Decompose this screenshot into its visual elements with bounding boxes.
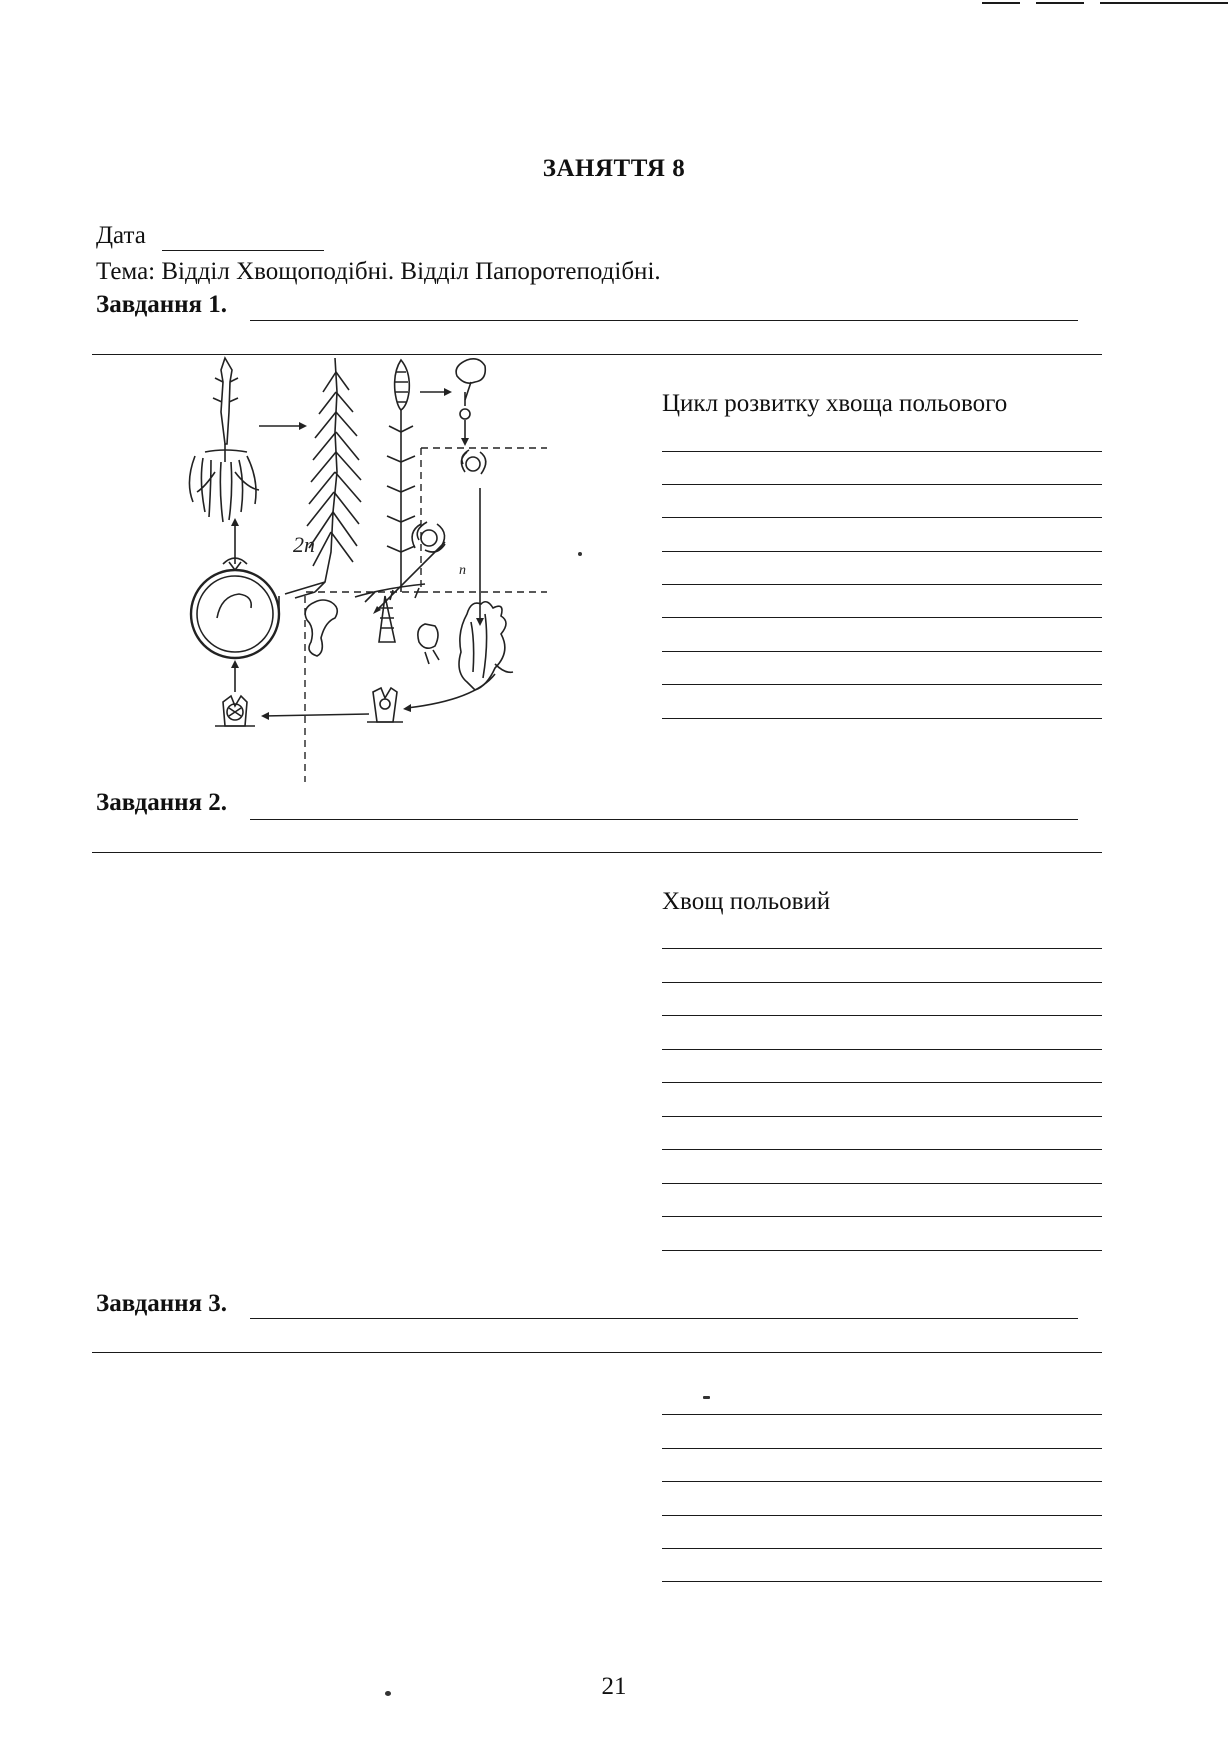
writing-line[interactable] (662, 1414, 1102, 1415)
writing-line[interactable] (662, 517, 1102, 518)
scan-speck (578, 552, 582, 556)
writing-line[interactable] (662, 1183, 1102, 1184)
horsetail-lifecycle-figure (175, 352, 665, 792)
writing-line[interactable] (662, 584, 1102, 585)
writing-line[interactable] (662, 617, 1102, 618)
task-2-label: Завдання 2. (96, 789, 228, 816)
sporangiophore-illustration (456, 359, 485, 419)
spore-illustration (412, 450, 486, 552)
male-gametophyte-illustration (305, 596, 439, 664)
sterile-shoot-illustration (285, 358, 361, 598)
writing-line[interactable] (662, 1515, 1102, 1516)
writing-line[interactable] (662, 1250, 1102, 1251)
writing-line[interactable] (662, 1082, 1102, 1083)
writing-line[interactable] (662, 1049, 1102, 1050)
female-gametophyte-illustration (459, 602, 513, 690)
haploid-label: n (459, 563, 466, 578)
writing-line[interactable] (662, 718, 1102, 719)
task-2-answer-line[interactable] (92, 852, 1102, 853)
page-number: 21 (601, 1673, 627, 1700)
diploid-label: 2n (293, 532, 315, 557)
writing-line[interactable] (662, 451, 1102, 452)
writing-line[interactable] (662, 1116, 1102, 1117)
writing-line[interactable] (662, 1015, 1102, 1016)
fertile-shoot-illustration (189, 358, 259, 522)
task-3-answer-line[interactable] (92, 1352, 1102, 1353)
task-1-answer-line[interactable] (250, 320, 1078, 321)
generation-boundary (305, 448, 547, 782)
cycle-arrows (235, 392, 495, 716)
task-3-answer-line[interactable] (250, 1318, 1078, 1319)
scan-border-line (982, 2, 1020, 4)
writing-line[interactable] (662, 1216, 1102, 1217)
topic-line: Тема: Відділ Хвощоподібні. Відділ Папоротеподібні. (96, 258, 661, 285)
task-1-caption: Цикл розвитку хвоща польового (662, 390, 1008, 417)
writing-line[interactable] (662, 484, 1102, 485)
task-1-label: Завдання 1. (96, 291, 228, 318)
date-field-line[interactable] (162, 250, 324, 251)
writing-line[interactable] (662, 551, 1102, 552)
task-3-label: Завдання 3. (96, 1290, 228, 1317)
task-2-caption: Хвощ польовий (662, 888, 831, 915)
writing-line[interactable] (662, 1481, 1102, 1482)
cone-shoot-illustration (355, 360, 425, 602)
writing-line[interactable] (662, 948, 1102, 949)
scan-border-line (1036, 2, 1084, 4)
writing-line[interactable] (662, 1149, 1102, 1150)
page-title: ЗАНЯТТЯ 8 (542, 155, 686, 182)
writing-line[interactable] (662, 651, 1102, 652)
arrow-heads (231, 388, 484, 720)
task-2-answer-line[interactable] (250, 819, 1078, 820)
writing-line[interactable] (662, 684, 1102, 685)
archegonium-illustration (215, 688, 403, 726)
date-label: Дата (96, 222, 146, 249)
writing-line[interactable] (662, 982, 1102, 983)
writing-line[interactable] (662, 1581, 1102, 1582)
scan-border-line (1100, 2, 1228, 4)
writing-line[interactable] (662, 1548, 1102, 1549)
scan-speck (703, 1396, 710, 1399)
writing-line[interactable] (662, 1448, 1102, 1449)
embryo-illustration (191, 558, 279, 658)
